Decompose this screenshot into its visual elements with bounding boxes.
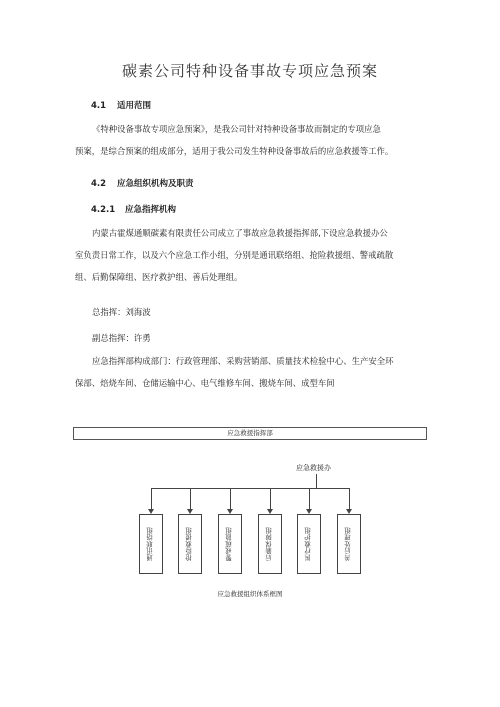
deputy-commander-line: 副总指挥：许勇: [92, 333, 151, 343]
connector-line: [316, 474, 317, 488]
connector-line: [151, 488, 152, 509]
org-group-box: [218, 514, 242, 574]
paragraph-line: 应急指挥部构成部门：行政管理部、采购营销部、质量技术检验中心、生产安全环: [92, 356, 394, 366]
scope-paragraph: [75, 118, 435, 162]
org-chart-office: 应急救援办: [296, 464, 331, 472]
section-number: 4.2.1: [91, 205, 116, 215]
org-group-label: 通讯联络组: [147, 527, 154, 561]
connector-line: [309, 488, 310, 509]
members-paragraph: [75, 350, 435, 394]
paragraph-line: 保部、焙烧车间、仓储运输中心、电气维修车间、搬烧车间、成型车间: [75, 378, 335, 388]
org-group-label: 善后处理组: [345, 527, 352, 561]
commander-line: 总指挥：刘海波: [92, 307, 151, 317]
section-title: 应急组织机构及职责: [117, 179, 194, 189]
org-group-box: [337, 514, 361, 574]
org-group-label: 后勤保障组: [266, 527, 273, 561]
connector-line: [151, 488, 349, 489]
section-heading-4-2-1: [91, 203, 176, 215]
section-heading-4-2: [91, 177, 194, 189]
org-group-box: [297, 514, 321, 574]
organization-paragraph: [75, 222, 435, 288]
org-chart-caption: 应急救援组织体系框图: [217, 590, 283, 598]
connector-line: [270, 488, 271, 509]
paragraph-line: 室负责日常工作，以及六个应急工作小组，分别是通讯联络组、抢险救援组、警戒疏散: [75, 250, 394, 260]
paragraph-line: 组、后勤保障组、医疗救护组、善后处理组。: [75, 272, 243, 282]
section-title: 应急指挥机构: [125, 205, 177, 215]
connector-line: [349, 488, 350, 509]
section-number: 4.1: [91, 101, 107, 111]
section-number: 4.2: [91, 179, 107, 189]
org-group-label: 警戒疏散组: [226, 527, 233, 561]
org-chart-header: 应急救援指挥部: [73, 427, 427, 440]
paragraph-line: 预案，是综合预案的组成部分，适用于我公司发生特种设备事故后的应急救援等工作。: [75, 146, 394, 156]
org-group-box: [178, 514, 202, 574]
org-group-label: 医疗救护组: [305, 527, 312, 561]
paragraph-line: 内蒙古霍煤通顺碳素有限责任公司成立了事故应急救援指挥部,下设应急救援办公: [92, 228, 388, 238]
section-title: 适用范围: [117, 101, 152, 111]
org-group-box: [258, 514, 282, 574]
section-heading-4-1: [91, 99, 151, 111]
connector-line: [190, 488, 191, 509]
connector-line: [230, 488, 231, 509]
org-group-label: 抢险救援组: [186, 527, 193, 561]
org-group-box: [139, 514, 163, 574]
document-title: 碳素公司特种设备事故专项应急预案: [121, 62, 378, 80]
paragraph-line: 《特种设备事故专项应急预案》，是我公司针对特种设备事故而制定的专项应急: [92, 124, 381, 134]
